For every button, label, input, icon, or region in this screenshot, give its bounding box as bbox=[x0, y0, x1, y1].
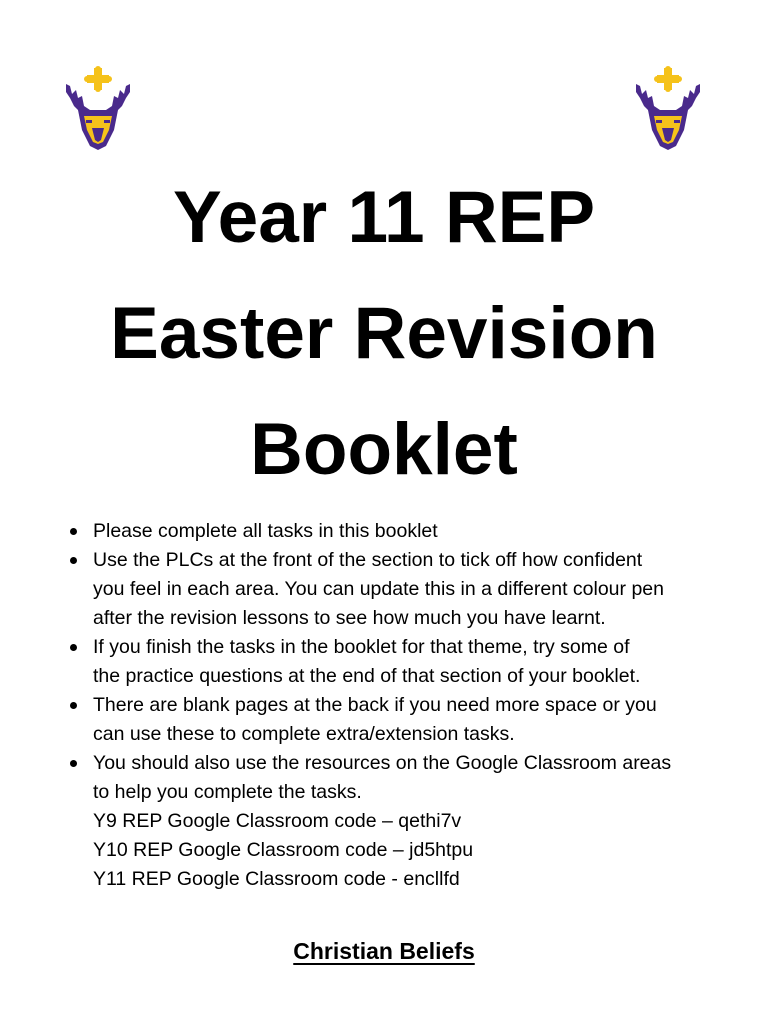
instruction-line: Please complete all tasks in this booklet bbox=[93, 520, 438, 542]
instruction-line: If you finish the tasks in the booklet for that theme, try some of bbox=[93, 636, 630, 658]
instruction-line: the practice questions at the end of that section of your booklet. bbox=[93, 665, 641, 687]
classroom-code-y11: Y11 REP Google Classroom code - encllfd bbox=[93, 868, 460, 890]
instruction-line: Use the PLCs at the front of the section to tick off how confident bbox=[93, 549, 643, 571]
section-heading: Christian Beliefs bbox=[293, 938, 475, 964]
list-item bbox=[66, 749, 736, 894]
title-line-3: Booklet bbox=[250, 409, 518, 490]
list-item bbox=[66, 546, 736, 633]
bullet-icon bbox=[70, 644, 77, 651]
instruction-line: after the revision lessons to see how much you have learnt. bbox=[93, 607, 606, 629]
bullet-icon bbox=[70, 760, 77, 767]
title-line-2: Easter Revision bbox=[110, 293, 658, 374]
instruction-line: There are blank pages at the back if you need more space or you bbox=[93, 694, 657, 716]
bullet-icon bbox=[70, 702, 77, 709]
instruction-line: you feel in each area. You can update this in a different colour pen bbox=[93, 578, 664, 600]
list-item bbox=[66, 691, 736, 749]
list-item bbox=[66, 517, 736, 546]
instruction-line: You should also use the resources on the Google Classroom areas bbox=[93, 752, 672, 774]
bullet-icon bbox=[70, 528, 77, 535]
classroom-code-y9: Y9 REP Google Classroom code – qethi7v bbox=[93, 810, 462, 832]
instructions-list bbox=[66, 517, 736, 894]
bullet-icon bbox=[70, 557, 77, 564]
list-item bbox=[66, 633, 736, 691]
classroom-code-y10: Y10 REP Google Classroom code – jd5htpu bbox=[93, 839, 474, 861]
school-crest-right bbox=[630, 66, 706, 152]
stag-crest-icon bbox=[630, 66, 706, 152]
school-crest-left bbox=[60, 66, 136, 152]
title-line-1: Year 11 REP bbox=[172, 177, 596, 258]
instruction-line: can use these to complete extra/extension tasks. bbox=[93, 723, 515, 745]
stag-crest-icon bbox=[60, 66, 136, 152]
instruction-line: to help you complete the tasks. bbox=[93, 781, 362, 803]
